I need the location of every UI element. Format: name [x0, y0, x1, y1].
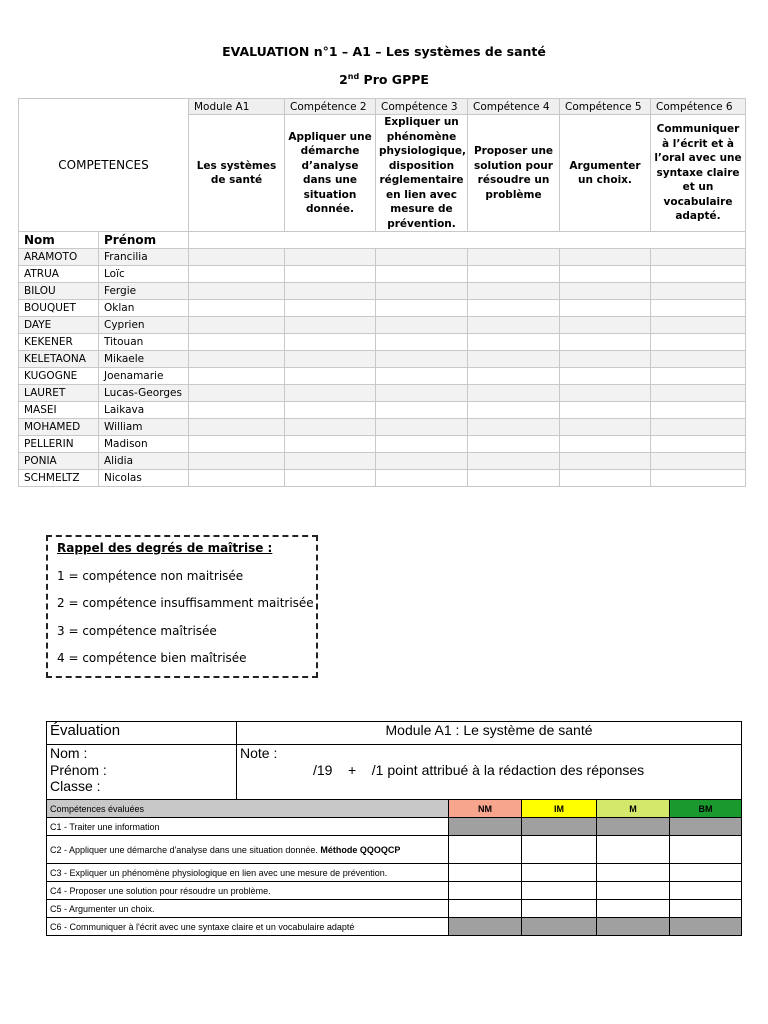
student-row: [19, 334, 746, 351]
student-nom: ATRUA: [19, 266, 99, 283]
competence-description: Communiquer à l’écrit et à l’oral avec une syntaxe claire et un vocabulaire adapté.: [651, 115, 746, 232]
prenom-field[interactable]: Prénom :: [50, 761, 107, 778]
grade-cell[interactable]: [376, 470, 468, 487]
student-nom: KELETAONA: [19, 351, 99, 368]
grade-cell[interactable]: [560, 283, 651, 300]
evaluation-table: [46, 721, 742, 936]
mastery-legend: [46, 535, 318, 678]
level-nm: NM: [449, 800, 522, 818]
student-row: [19, 470, 746, 487]
student-prenom: Joenamarie: [99, 368, 189, 385]
grade-cell[interactable]: [189, 402, 285, 419]
competence-text: [47, 882, 449, 900]
student-prenom: Madison: [99, 436, 189, 453]
student-nom: PONIA: [19, 453, 99, 470]
grade-cell[interactable]: [285, 470, 376, 487]
grade-cell[interactable]: [376, 419, 468, 436]
competence-description: Proposer une solution pour résoudre un problème: [468, 115, 560, 232]
level-cell[interactable]: [670, 818, 742, 836]
competence-row: [47, 836, 742, 864]
grade-cell[interactable]: [468, 419, 560, 436]
grade-cell[interactable]: [189, 334, 285, 351]
evaluation-label: Évaluation: [47, 722, 237, 745]
competence-description: Appliquer une démarche d’analyse dans une situation donnée.: [285, 115, 376, 232]
level-cell[interactable]: [597, 864, 670, 882]
student-prenom: Oklan: [99, 300, 189, 317]
grade-cell[interactable]: [560, 334, 651, 351]
grade-cell[interactable]: [189, 266, 285, 283]
competence-header: Compétence 4: [468, 99, 560, 115]
grade-cell[interactable]: [560, 317, 651, 334]
grade-cell[interactable]: [189, 436, 285, 453]
grade-cell[interactable]: [285, 334, 376, 351]
student-prenom: Fergie: [99, 283, 189, 300]
student-prenom: Cyprien: [99, 317, 189, 334]
grade-cell[interactable]: [560, 436, 651, 453]
col-prenom: Prénom: [99, 232, 189, 249]
student-row: [19, 266, 746, 283]
competence-header: Compétence 6: [651, 99, 746, 115]
note-label: Note :: [240, 745, 278, 761]
grade-cell[interactable]: [468, 436, 560, 453]
level-cell[interactable]: [449, 864, 522, 882]
student-prenom: William: [99, 419, 189, 436]
grade-cell[interactable]: [468, 470, 560, 487]
grade-cell[interactable]: [651, 249, 746, 266]
student-row: [19, 351, 746, 368]
blank-header: [189, 232, 746, 249]
competence-text: [47, 864, 449, 882]
grade-cell[interactable]: [651, 385, 746, 402]
grade-cell[interactable]: [651, 351, 746, 368]
competence-label: C1 - Traiter une information: [50, 821, 160, 832]
grade-cell[interactable]: [560, 402, 651, 419]
competence-header: Compétence 5: [560, 99, 651, 115]
grade-cell[interactable]: [651, 470, 746, 487]
grade-cell[interactable]: [376, 368, 468, 385]
student-prenom: Nicolas: [99, 470, 189, 487]
grade-cell[interactable]: [285, 300, 376, 317]
grade-cell[interactable]: [189, 453, 285, 470]
competence-label: C2 - Appliquer une démarche d'analyse dans une situation donnée.: [50, 844, 321, 855]
grade-cell[interactable]: [376, 334, 468, 351]
grade-cell[interactable]: [651, 368, 746, 385]
level-cell[interactable]: [449, 882, 522, 900]
grade-cell[interactable]: [560, 351, 651, 368]
competence-header: Compétence 3: [376, 99, 468, 115]
col-nom: Nom: [19, 232, 99, 249]
level-cell[interactable]: [670, 882, 742, 900]
grade-cell[interactable]: [376, 351, 468, 368]
grade-cell[interactable]: [189, 419, 285, 436]
grade-cell[interactable]: [560, 368, 651, 385]
student-prenom: Mikaele: [99, 351, 189, 368]
level-m: M: [597, 800, 670, 818]
student-nom: BILOU: [19, 283, 99, 300]
student-prenom: Alidia: [99, 453, 189, 470]
grade-cell[interactable]: [651, 283, 746, 300]
competence-description: Argumenter un choix.: [560, 115, 651, 232]
grade-cell[interactable]: [468, 266, 560, 283]
grade-cell[interactable]: [189, 249, 285, 266]
level-cell[interactable]: [522, 918, 597, 936]
grade-cell[interactable]: [285, 402, 376, 419]
legend-title: Rappel des degrés de maîtrise :: [57, 541, 273, 555]
grade-cell[interactable]: [285, 436, 376, 453]
student-row: [19, 249, 746, 266]
grade-cell[interactable]: [285, 419, 376, 436]
level-cell[interactable]: [670, 864, 742, 882]
student-row: [19, 317, 746, 334]
student-nom: SCHMELTZ: [19, 470, 99, 487]
grade-cell[interactable]: [376, 453, 468, 470]
grade-cell[interactable]: [560, 453, 651, 470]
competences-label: COMPETENCES: [19, 99, 189, 232]
grade-cell[interactable]: [189, 283, 285, 300]
grade-cell[interactable]: [285, 266, 376, 283]
level-cell[interactable]: [522, 864, 597, 882]
competence-label: C4 - Proposer une solution pour résoudre un problème.: [50, 885, 271, 896]
grade-cell[interactable]: [189, 368, 285, 385]
student-row: [19, 436, 746, 453]
student-row: [19, 300, 746, 317]
grade-cell[interactable]: [560, 470, 651, 487]
note-detail[interactable]: /19 + /1 point attribué à la rédaction des réponses: [313, 762, 645, 778]
student-nom: KEKENER: [19, 334, 99, 351]
grade-cell[interactable]: [376, 283, 468, 300]
grade-cell[interactable]: [376, 436, 468, 453]
student-row: [19, 368, 746, 385]
grade-cell[interactable]: [189, 300, 285, 317]
grade-cell[interactable]: [468, 249, 560, 266]
competence-row: [47, 818, 742, 836]
grade-cell[interactable]: [285, 317, 376, 334]
competence-text: [47, 818, 449, 836]
level-cell[interactable]: [670, 836, 742, 864]
grade-cell[interactable]: [376, 385, 468, 402]
student-row: [19, 283, 746, 300]
competence-row: [47, 918, 742, 936]
grade-cell[interactable]: [560, 249, 651, 266]
grade-cell[interactable]: [285, 453, 376, 470]
class-subtitle: [0, 72, 768, 87]
student-nom: MASEI: [19, 402, 99, 419]
competence-row: [47, 900, 742, 918]
legend-item: 2 = compétence insuffisamment maitrisée: [57, 596, 314, 610]
grade-cell[interactable]: [285, 351, 376, 368]
grade-cell[interactable]: [468, 351, 560, 368]
level-cell[interactable]: [670, 918, 742, 936]
grade-cell[interactable]: [651, 419, 746, 436]
competence-row: [47, 864, 742, 882]
level-cell[interactable]: [522, 900, 597, 918]
grade-cell[interactable]: [468, 317, 560, 334]
method-label: Méthode QQOQCP: [320, 844, 401, 855]
grade-cell[interactable]: [189, 351, 285, 368]
grade-cell[interactable]: [468, 402, 560, 419]
grade-cell[interactable]: [189, 385, 285, 402]
level-cell[interactable]: [597, 918, 670, 936]
grade-cell[interactable]: [651, 453, 746, 470]
level-cell[interactable]: [597, 818, 670, 836]
competence-description: Expliquer un phénomène physiologique, disposition réglementaire en lien avec mesure de prévention.: [376, 115, 468, 232]
module-title: Module A1 : Le système de santé: [237, 722, 742, 745]
grade-cell[interactable]: [651, 402, 746, 419]
legend-item: 3 = compétence maîtrisée: [57, 623, 217, 638]
level-im: IM: [522, 800, 597, 818]
grade-cell[interactable]: [285, 368, 376, 385]
level-cell[interactable]: [597, 836, 670, 864]
grade-cell[interactable]: [285, 385, 376, 402]
competence-row: [47, 882, 742, 900]
competence-text: [47, 918, 449, 936]
nom-field[interactable]: Nom :: [50, 745, 88, 761]
level-cell[interactable]: [449, 836, 522, 864]
level-cell[interactable]: [522, 818, 597, 836]
legend-item: 4 = compétence bien maîtrisée: [57, 651, 247, 665]
student-row: [19, 402, 746, 419]
level-bm: BM: [670, 800, 742, 818]
student-prenom: Lucas-Georges: [99, 385, 189, 402]
level-cell[interactable]: [449, 818, 522, 836]
competence-label: C5 - Argumenter un choix.: [50, 903, 155, 914]
grade-cell[interactable]: [560, 385, 651, 402]
competence-label: C6 - Communiquer à l'écrit avec une syntaxe claire et un vocabulaire adapté: [50, 921, 355, 932]
grade-cell[interactable]: [468, 283, 560, 300]
competence-text: [47, 836, 449, 864]
grade-cell[interactable]: [376, 317, 468, 334]
grade-cell[interactable]: [651, 266, 746, 283]
student-prenom: Loïc: [99, 266, 189, 283]
competence-text: [47, 900, 449, 918]
level-cell[interactable]: [670, 900, 742, 918]
grade-cell[interactable]: [189, 317, 285, 334]
grade-cell[interactable]: [468, 300, 560, 317]
competences-evaluees-header: Compétences évaluées: [47, 800, 449, 818]
student-nom: KUGOGNE: [19, 368, 99, 385]
student-nom: MOHAMED: [19, 419, 99, 436]
student-nom: DAYE: [19, 317, 99, 334]
level-cell[interactable]: [597, 882, 670, 900]
grade-cell[interactable]: [189, 470, 285, 487]
document-title: EVALUATION n°1 – A1 – Les systèmes de santé: [222, 44, 546, 59]
grade-cell[interactable]: [651, 436, 746, 453]
student-nom: BOUQUET: [19, 300, 99, 317]
student-prenom: Titouan: [99, 334, 189, 351]
grade-cell[interactable]: [651, 300, 746, 317]
level-cell[interactable]: [522, 836, 597, 864]
grade-cell[interactable]: [468, 385, 560, 402]
student-nom: LAURET: [19, 385, 99, 402]
student-nom: PELLERIN: [19, 436, 99, 453]
grade-cell[interactable]: [376, 402, 468, 419]
level-cell[interactable]: [449, 918, 522, 936]
legend-item: 1 = compétence non maitrisée: [57, 568, 244, 583]
grade-cell[interactable]: [560, 266, 651, 283]
grade-cell[interactable]: [285, 249, 376, 266]
competences-table: [18, 98, 746, 487]
competence-header: Compétence 2: [285, 99, 376, 115]
level-cell[interactable]: [522, 882, 597, 900]
student-row: [19, 453, 746, 470]
level-cell[interactable]: [449, 900, 522, 918]
competence-description: Les systèmes de santé: [189, 115, 285, 232]
grade-cell[interactable]: [651, 317, 746, 334]
grade-cell[interactable]: [651, 334, 746, 351]
competence-header: Module A1: [189, 99, 285, 115]
student-row: [19, 385, 746, 402]
competence-label: C3 - Expliquer un phénomène physiologique en lien avec une mesure de prévention.: [50, 867, 388, 878]
grade-cell[interactable]: [468, 453, 560, 470]
level-cell[interactable]: [597, 900, 670, 918]
grade-cell[interactable]: [468, 334, 560, 351]
student-row: [19, 419, 746, 436]
student-prenom: Francilia: [99, 249, 189, 266]
grade-cell[interactable]: [376, 249, 468, 266]
student-prenom: Laikava: [99, 402, 189, 419]
student-nom: ARAMOTO: [19, 249, 99, 266]
classe-field[interactable]: Classe :: [50, 778, 101, 794]
grade-cell[interactable]: [285, 283, 376, 300]
grade-cell[interactable]: [376, 266, 468, 283]
subtitle-rest: Pro GPPE: [359, 72, 429, 88]
subtitle-sup: nd: [347, 72, 360, 81]
grade-cell[interactable]: [560, 300, 651, 317]
grade-cell[interactable]: [468, 368, 560, 385]
grade-cell[interactable]: [376, 300, 468, 317]
subtitle-num: 2: [339, 72, 348, 88]
grade-cell[interactable]: [560, 419, 651, 436]
